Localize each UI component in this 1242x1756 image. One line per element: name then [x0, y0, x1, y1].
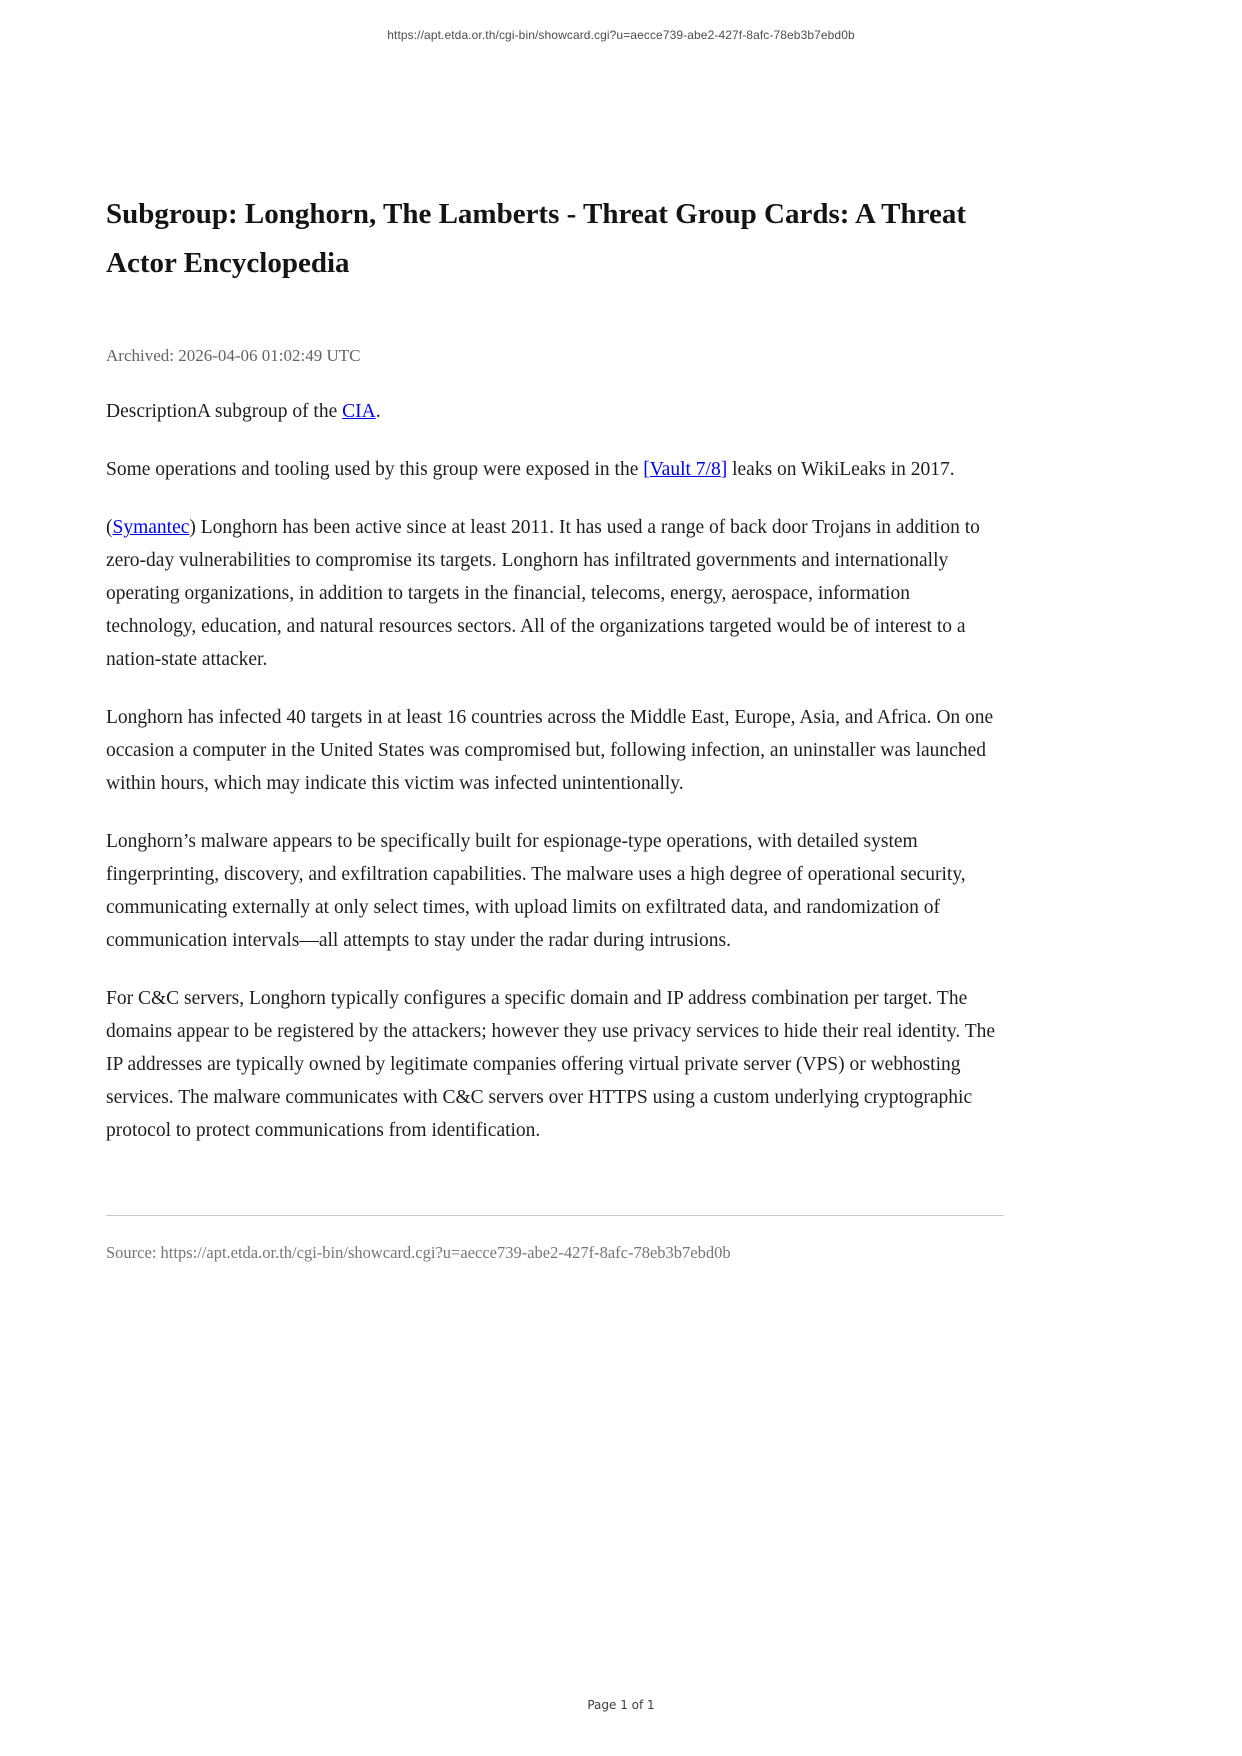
print-header-url: https://apt.etda.or.th/cgi-bin/showcard.cgi?u=aecce739-abe2-427f-8afc-78eb3b7ebd0b	[387, 28, 855, 42]
paragraph	[106, 701, 1004, 800]
paragraph	[106, 453, 1004, 486]
text-segment: DescriptionA subgroup of the	[106, 401, 343, 422]
inline-link[interactable]: Symantec	[112, 517, 190, 538]
source-line: Source: https://apt.etda.or.th/cgi-bin/showcard.cgi?u=aecce739-abe2-427f-8afc-78eb3b7ebd0b	[106, 1243, 731, 1262]
inline-link[interactable]: CIA	[342, 401, 376, 422]
page-footer: Page 1 of 1	[587, 1698, 655, 1712]
text-segment: Longhorn’s malware appears to be specifically built for espionage-type operations, with detailed system fingerprinting, discovery, and exfiltration capabilities. The malware uses a high degree of operational security, communicating externally at only select times, with upload limits on exfiltrated data, and randomization of communication intervals—all attempts to stay under the radar during intrusions.	[106, 831, 966, 951]
text-segment: For C&C servers, Longhorn typically configures a specific domain and IP address combination per target. The domains appear to be registered by the attackers; however they use privacy services to hide their real identity. The IP addresses are typically owned by legitimate companies offering virtual private server (VPS) or webhosting services. The malware communicates with C&C servers over HTTPS using a custom underlying cryptographic protocol to protect communications from identification.	[106, 988, 996, 1141]
paragraph	[106, 395, 1004, 428]
article-body	[106, 395, 1004, 1147]
text-segment: Some operations and tooling used by this group were exposed in the	[106, 459, 644, 480]
link-bracket: [	[643, 459, 650, 480]
text-segment: leaks on WikiLeaks in 2017.	[727, 459, 955, 480]
text-segment: Longhorn has infected 40 targets in at least 16 countries across the Middle East, Europe, Asia, and Africa. On one occasion a computer in the United States was compromised but, following infection, an uninstaller was launched within hours, which may indicate this victim was infected unintentionally.	[106, 707, 994, 794]
article-content	[106, 190, 1004, 1264]
divider-rule	[106, 1215, 1004, 1216]
text-segment: ) Longhorn has been active since at least 2011. It has used a range of back door Trojans in addition to zero-day vulnerabilities to compromise its targets. Longhorn has infiltrated governments and internationally operating organizations, in addition to targets in the financial, telecoms, energy, aerospace, information technology, education, and natural resources sectors. All of the organizations targeted would be of interest to a nation-state attacker.	[106, 517, 980, 670]
paragraph	[106, 511, 1004, 676]
page-title: Subgroup: Longhorn, The Lamberts - Threat Group Cards: A Threat Actor Encyclopedia	[106, 198, 966, 279]
text-segment: .	[375, 401, 381, 422]
archived-timestamp: Archived: 2026-04-06 01:02:49 UTC	[106, 346, 361, 365]
inline-link[interactable]: Vault 7/8	[649, 459, 721, 480]
text-segment: (	[106, 517, 113, 538]
link-bracket: ]	[720, 459, 728, 480]
paragraph	[106, 982, 1004, 1147]
paragraph	[106, 825, 1004, 957]
